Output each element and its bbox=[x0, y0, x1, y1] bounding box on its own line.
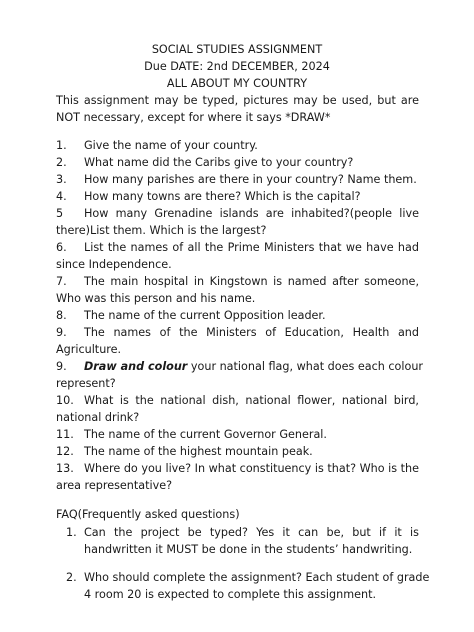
question-number: 9. bbox=[56, 326, 67, 339]
faq-item-number: 1. bbox=[66, 526, 77, 539]
question-text: How many parishes are there in your country? Name them. bbox=[84, 173, 417, 186]
question-text: How many Grenadine islands are inhabited?(people live bbox=[84, 207, 419, 220]
due-date: Due DATE: 2nd DECEMBER, 2024 bbox=[144, 60, 330, 73]
question-text-continued: Agriculture. bbox=[56, 343, 122, 356]
question-text: The name of the highest mountain peak. bbox=[84, 445, 313, 458]
question-text: Give the name of your country. bbox=[84, 139, 258, 152]
assignment-title: SOCIAL STUDIES ASSIGNMENT bbox=[151, 43, 323, 56]
question-text-continued: national drink? bbox=[56, 411, 140, 424]
question-text-continued: there)List them. Which is the largest? bbox=[56, 224, 267, 237]
faq-item-text: Who should complete the assignment? Each student of grade bbox=[84, 571, 430, 584]
question-number: 5 bbox=[56, 207, 64, 220]
faq-item-text-continued: handwritten it MUST be done in the students’ handwriting. bbox=[84, 543, 413, 556]
question-text-continued: since Independence. bbox=[56, 258, 172, 271]
question-number: 3. bbox=[56, 173, 67, 186]
question-number: 4. bbox=[56, 190, 67, 203]
question-text: What is the national dish, national flower, national bird, bbox=[84, 394, 419, 407]
question-text: Where do you live? In what constituency is that? Who is the bbox=[84, 462, 419, 475]
faq-item-text: Can the project be typed? Yes it can be, but if it is bbox=[84, 526, 419, 539]
faq-item-number: 2. bbox=[66, 571, 77, 584]
question-number: 10. bbox=[56, 394, 74, 407]
question-text: How many towns are there? Which is the capital? bbox=[84, 190, 361, 203]
question-number: 8. bbox=[56, 309, 67, 322]
question-number: 13. bbox=[56, 462, 74, 475]
question-text: The name of the current Opposition leader. bbox=[84, 309, 326, 322]
question-number: 12. bbox=[56, 445, 74, 458]
question-text-continued: represent? bbox=[56, 377, 116, 390]
question-number: 6. bbox=[56, 241, 67, 254]
assignment-subtitle: ALL ABOUT MY COUNTRY bbox=[166, 77, 308, 90]
question-text: The name of the current Governor General. bbox=[84, 428, 327, 441]
question-number: 7. bbox=[56, 275, 67, 288]
question-text bbox=[84, 360, 423, 373]
question-number: 11. bbox=[56, 428, 74, 441]
faq-heading: FAQ(Frequently asked questions) bbox=[56, 508, 240, 521]
question-text: List the names of all the Prime Ministers that we have had bbox=[84, 241, 419, 254]
faq-item-text-continued: 4 room 20 is expected to complete this assignment. bbox=[84, 588, 377, 601]
draw-emphasis: Draw and colour bbox=[84, 360, 188, 373]
question-number: 1. bbox=[56, 139, 67, 152]
question-number: 9. bbox=[56, 360, 67, 373]
question-text: The main hospital in Kingstown is named after someone, bbox=[84, 275, 419, 288]
intro-line-2: NOT necessary, except for where it says *DRAW* bbox=[56, 111, 331, 124]
question-text-rest: your national flag, what does each colour bbox=[187, 360, 424, 373]
question-text-continued: area representative? bbox=[56, 479, 173, 492]
question-text: The names of the Ministers of Education, Health and bbox=[84, 326, 419, 339]
question-text-continued: Who was this person and his name. bbox=[56, 292, 256, 305]
question-number: 2. bbox=[56, 156, 67, 169]
question-text: What name did the Caribs give to your country? bbox=[84, 156, 354, 169]
intro-line-1: This assignment may be typed, pictures may be used, but are bbox=[56, 94, 419, 107]
